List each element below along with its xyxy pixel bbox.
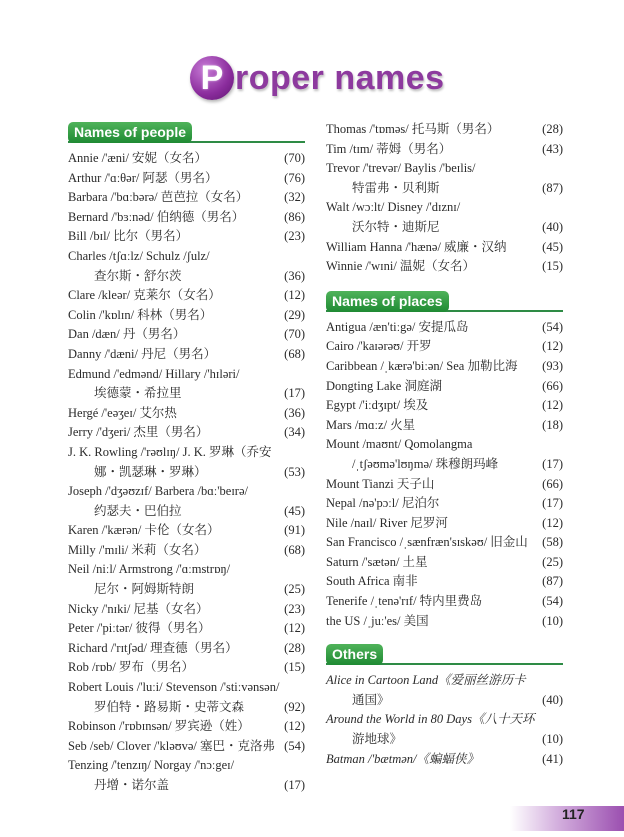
entry-text: Robert Louis /'luːi/ Stevenson /'stiːvənsən/ xyxy=(68,680,280,695)
entry-page-ref: (93) xyxy=(542,358,563,373)
entry-text: /ˌtʃəʊmə'lʊŋmə/ 珠穆朗玛峰 xyxy=(352,456,499,471)
entry-line xyxy=(326,337,563,357)
entry-page-ref: (10) xyxy=(542,732,563,747)
entry-line xyxy=(68,619,305,639)
title-initial-badge: P xyxy=(190,56,234,100)
people-list xyxy=(68,149,305,796)
index-entry xyxy=(68,756,305,795)
entry-line xyxy=(68,717,305,737)
index-entry xyxy=(68,286,305,306)
entry-page-ref: (43) xyxy=(542,141,563,156)
entry-page-ref: (23) xyxy=(284,601,305,616)
entry-line xyxy=(326,592,563,612)
index-entry xyxy=(68,306,305,326)
entry-page-ref: (66) xyxy=(542,378,563,393)
index-entry xyxy=(68,737,305,757)
page-title xyxy=(190,54,445,102)
entry-text: Jerry /'dʒeri/ 杰里（男名） xyxy=(68,425,209,440)
entry-line xyxy=(326,750,563,770)
entry-text: Neil /niːl/ Armstrong /'ɑːmstrɒŋ/ xyxy=(68,562,231,577)
index-entry xyxy=(68,600,305,620)
index-entry xyxy=(68,639,305,659)
entry-text: Trevor /'trevər/ Baylis /'beɪlis/ xyxy=(326,161,476,176)
entry-text: Dongting Lake 洞庭湖 xyxy=(326,378,442,393)
index-entry xyxy=(68,717,305,737)
entry-line xyxy=(68,169,305,189)
entry-text: Edmund /'edmənd/ Hillary /'hɪləri/ xyxy=(68,366,240,381)
entry-text: Bill /bɪl/ 比尔（男名） xyxy=(68,229,189,244)
entry-line xyxy=(326,671,563,691)
entry-page-ref: (15) xyxy=(542,259,563,274)
entry-text: San Francisco /ˌsænfræn'sɪskəʊ/ 旧金山 xyxy=(326,535,528,550)
entry-line xyxy=(68,639,305,659)
entry-page-ref: (58) xyxy=(542,535,563,550)
entry-page-ref: (29) xyxy=(284,307,305,322)
entry-text: Peter /'piːtər/ 彼得（男名） xyxy=(68,621,211,636)
entry-line xyxy=(326,238,563,258)
index-entry xyxy=(68,227,305,247)
index-entry xyxy=(326,120,563,140)
entry-text: Antigua /æn'tiːgə/ 安提瓜岛 xyxy=(326,319,469,334)
entry-line xyxy=(326,494,563,514)
entry-page-ref: (91) xyxy=(284,523,305,538)
entry-text: 娜・凯瑟琳・罗琳） xyxy=(94,464,207,479)
entry-line xyxy=(326,691,563,711)
index-entry xyxy=(68,541,305,561)
index-entry xyxy=(326,435,563,474)
index-entry xyxy=(68,443,305,482)
index-entry xyxy=(326,572,563,592)
entry-page-ref: (86) xyxy=(284,209,305,224)
people-list-continued xyxy=(326,120,563,277)
entry-text: Tenzing /'tenzɪŋ/ Norgay /'nɔːgeɪ/ xyxy=(68,758,235,773)
index-entry xyxy=(326,710,563,749)
entry-page-ref: (17) xyxy=(284,778,305,792)
entry-text: Nile /naɪl/ River 尼罗河 xyxy=(326,515,448,530)
entry-page-ref: (87) xyxy=(542,574,563,589)
entry-text: Danny /'dæni/ 丹尼（男名） xyxy=(68,346,217,361)
entry-line xyxy=(68,384,305,404)
index-entry xyxy=(326,257,563,277)
index-entry xyxy=(68,521,305,541)
entry-text: Batman /'bætmən/《蝙蝠侠》 xyxy=(326,751,480,766)
entry-page-ref: (54) xyxy=(542,319,563,334)
entry-page-ref: (53) xyxy=(284,464,305,479)
entry-line xyxy=(68,737,305,757)
index-entry xyxy=(326,238,563,258)
entry-line xyxy=(326,553,563,573)
entry-line xyxy=(326,396,563,416)
entry-page-ref: (36) xyxy=(284,268,305,283)
entry-page-ref: (87) xyxy=(542,180,563,195)
index-entry xyxy=(68,208,305,228)
entry-line xyxy=(326,357,563,377)
entry-text: Colin /'kɒlɪn/ 科林（男名） xyxy=(68,307,213,322)
entry-page-ref: (12) xyxy=(284,719,305,734)
entry-line xyxy=(68,560,305,580)
entry-text: Seb /seb/ Clover /'kləʊvə/ 塞巴・克洛弗 xyxy=(68,738,276,753)
heading-label: Names of people xyxy=(68,122,192,143)
index-entry xyxy=(326,416,563,436)
index-entry xyxy=(326,514,563,534)
index-entry xyxy=(326,750,563,770)
entry-page-ref: (92) xyxy=(284,699,305,714)
entry-text: Nicky /'nɪki/ 尼基（女名） xyxy=(68,601,209,616)
index-entry xyxy=(326,553,563,573)
places-list xyxy=(326,318,563,632)
entry-page-ref: (41) xyxy=(542,751,563,766)
entry-line xyxy=(68,345,305,365)
entry-page-ref: (12) xyxy=(284,288,305,303)
entry-page-ref: (28) xyxy=(284,640,305,655)
entry-text: Hergé /'eəʒeɪ/ 艾尔热 xyxy=(68,405,177,420)
index-entry xyxy=(68,678,305,717)
index-entry xyxy=(68,325,305,345)
entry-line xyxy=(68,365,305,385)
entry-text: Bernard /'bɜːnəd/ 伯纳德（男名） xyxy=(68,209,245,224)
entry-page-ref: (15) xyxy=(284,660,305,675)
entry-page-ref: (70) xyxy=(284,151,305,165)
entry-text: 特雷弗・贝利斯 xyxy=(352,180,440,195)
entry-line xyxy=(68,325,305,345)
entry-text: Caribbean /ˌkærə'biːən/ Sea 加勒比海 xyxy=(326,358,518,373)
entry-line xyxy=(68,521,305,541)
entry-line xyxy=(68,149,305,169)
index-entry xyxy=(326,318,563,338)
entry-page-ref: (70) xyxy=(284,327,305,342)
entry-text: Charles /tʃɑːlz/ Schulz /ʃulz/ xyxy=(68,248,210,263)
entry-line xyxy=(68,286,305,306)
index-entry xyxy=(326,396,563,416)
entry-text: 查尔斯・舒尔茨 xyxy=(94,268,182,283)
entry-line xyxy=(68,306,305,326)
section-heading-others xyxy=(326,644,563,666)
index-entry xyxy=(68,365,305,404)
entry-text: Mount Tianzi 天子山 xyxy=(326,476,435,491)
entry-line xyxy=(68,541,305,561)
entry-page-ref: (12) xyxy=(542,515,563,530)
page-number: 117 xyxy=(562,806,585,822)
entry-line xyxy=(326,435,563,455)
entry-page-ref: (68) xyxy=(284,346,305,361)
entry-page-ref: (25) xyxy=(542,554,563,569)
index-entry xyxy=(68,423,305,443)
entry-text: 丹增・诺尔盖 xyxy=(94,778,170,792)
entry-page-ref: (68) xyxy=(284,542,305,557)
entry-text: Robinson /'rɒbɪnsən/ 罗宾逊（姓） xyxy=(68,719,250,734)
entry-text: Milly /'mɪli/ 米莉（女名） xyxy=(68,542,207,557)
entry-text: Richard /'rɪtʃəd/ 理查德（男名） xyxy=(68,640,238,655)
section-heading-people xyxy=(68,122,305,144)
entry-line xyxy=(326,475,563,495)
entry-page-ref: (18) xyxy=(542,417,563,432)
entry-page-ref: (10) xyxy=(542,613,563,628)
entry-text: Egypt /'iːdʒɪpt/ 埃及 xyxy=(326,398,429,413)
entry-line xyxy=(326,514,563,534)
others-list xyxy=(326,671,563,769)
entry-page-ref: (17) xyxy=(542,456,563,471)
entry-line xyxy=(326,455,563,475)
entry-text: 罗伯特・路易斯・史蒂文森 xyxy=(94,699,245,714)
entry-text: 游地球》 xyxy=(352,732,403,747)
entry-text: Clare /kleər/ 克莱尔（女名） xyxy=(68,288,221,303)
entry-text: Mars /mɑːz/ 火星 xyxy=(326,417,416,432)
index-entry xyxy=(326,475,563,495)
entry-line xyxy=(326,120,563,140)
entry-text: South Africa 南非 xyxy=(326,574,418,589)
entry-text: Nepal /nə'pɔːl/ 尼泊尔 xyxy=(326,496,440,511)
left-column xyxy=(68,122,305,796)
entry-page-ref: (17) xyxy=(542,496,563,511)
index-entry xyxy=(326,198,563,237)
title-text: roper names xyxy=(235,58,445,97)
entry-line xyxy=(68,756,305,776)
entry-text: Saturn /'sætən/ 土星 xyxy=(326,554,428,569)
entry-page-ref: (12) xyxy=(542,398,563,413)
entry-text: Around the World in 80 Days《八十天环 xyxy=(326,712,535,727)
index-entry xyxy=(326,357,563,377)
index-entry xyxy=(68,619,305,639)
entry-text: 沃尔特・迪斯尼 xyxy=(352,219,440,234)
entry-line xyxy=(68,227,305,247)
entry-text: 约瑟夫・巴伯拉 xyxy=(94,503,182,518)
entry-page-ref: (34) xyxy=(284,425,305,440)
index-entry xyxy=(326,337,563,357)
index-entry xyxy=(68,149,305,169)
entry-text: the US /ˌjuː'es/ 美国 xyxy=(326,613,429,628)
entry-line xyxy=(326,140,563,160)
index-entry xyxy=(326,159,563,198)
entry-line xyxy=(68,404,305,424)
entry-text: Karen /'kærən/ 卡伦（女名） xyxy=(68,523,220,538)
entry-line xyxy=(68,247,305,267)
index-entry xyxy=(68,658,305,678)
entry-text: Alice in Cartoon Land《爱丽丝游历卡 xyxy=(326,673,526,688)
entry-page-ref: (32) xyxy=(284,190,305,205)
entry-line xyxy=(326,730,563,750)
index-entry xyxy=(326,377,563,397)
entry-line xyxy=(68,463,305,483)
entry-text: J. K. Rowling /'rəʊlɪŋ/ J. K. 罗琳（乔安 xyxy=(68,444,272,459)
index-entry xyxy=(68,482,305,521)
index-entry xyxy=(68,247,305,286)
entry-line xyxy=(326,377,563,397)
entry-text: 埃德蒙・希拉里 xyxy=(94,386,182,401)
entry-page-ref: (36) xyxy=(284,405,305,420)
entry-line xyxy=(68,678,305,698)
entry-page-ref: (17) xyxy=(284,386,305,401)
entry-text: Tim /tɪm/ 蒂姆（男名） xyxy=(326,141,452,156)
entry-page-ref: (45) xyxy=(284,503,305,518)
entry-page-ref: (54) xyxy=(542,594,563,609)
entry-page-ref: (45) xyxy=(542,239,563,254)
entry-line xyxy=(68,658,305,678)
entry-text: Winnie /'wɪni/ 温妮（女名） xyxy=(326,259,475,274)
entry-line xyxy=(326,612,563,632)
entry-text: William Hanna /'hænə/ 威廉・汉纳 xyxy=(326,239,507,254)
index-entry xyxy=(326,671,563,710)
entry-text: Rob /rɒb/ 罗布（男名） xyxy=(68,660,194,675)
entry-line xyxy=(68,698,305,718)
entry-line xyxy=(326,416,563,436)
entry-line xyxy=(326,572,563,592)
entry-page-ref: (40) xyxy=(542,692,563,707)
entry-line xyxy=(326,198,563,218)
index-entry xyxy=(68,560,305,599)
right-column xyxy=(326,120,563,769)
index-entry xyxy=(68,345,305,365)
entry-line xyxy=(68,502,305,522)
section-heading-places xyxy=(326,291,563,313)
entry-text: Thomas /'tɒməs/ 托马斯（男名） xyxy=(326,122,500,136)
entry-line xyxy=(68,443,305,463)
entry-text: Barbara /'bɑːbərə/ 芭芭拉（女名） xyxy=(68,190,249,205)
entry-page-ref: (54) xyxy=(284,738,305,753)
entry-line xyxy=(326,318,563,338)
entry-text: Arthur /'ɑːθər/ 阿瑟（男名） xyxy=(68,170,218,185)
entry-line xyxy=(326,159,563,179)
entry-page-ref: (12) xyxy=(542,339,563,354)
entry-text: 尼尔・阿姆斯特朗 xyxy=(94,582,195,597)
entry-line xyxy=(326,179,563,199)
entry-page-ref: (12) xyxy=(284,621,305,636)
entry-line xyxy=(68,267,305,287)
index-entry xyxy=(68,169,305,189)
entry-page-ref: (25) xyxy=(284,582,305,597)
entry-page-ref: (76) xyxy=(284,170,305,185)
entry-line xyxy=(326,533,563,553)
heading-label: Others xyxy=(326,644,383,665)
index-entry xyxy=(326,494,563,514)
entry-text: Annie /'æni/ 安妮（女名） xyxy=(68,151,208,165)
heading-label: Names of places xyxy=(326,291,449,312)
entry-line xyxy=(68,482,305,502)
index-entry xyxy=(68,188,305,208)
entry-line xyxy=(326,710,563,730)
index-entry xyxy=(326,592,563,612)
entry-line xyxy=(68,423,305,443)
entry-text: Cairo /'kaɪərəʊ/ 开罗 xyxy=(326,339,432,354)
entry-text: Dan /dæn/ 丹（男名） xyxy=(68,327,186,342)
index-entry xyxy=(326,533,563,553)
entry-text: Walt /wɔːlt/ Disney /'dɪznɪ/ xyxy=(326,200,461,215)
entry-page-ref: (23) xyxy=(284,229,305,244)
entry-line xyxy=(68,188,305,208)
entry-text: Joseph /'dʒəʊzɪf/ Barbera /bɑː'beɪrə/ xyxy=(68,484,248,499)
entry-text: Mount /maʊnt/ Qomolangma xyxy=(326,437,473,452)
entry-line xyxy=(68,580,305,600)
entry-page-ref: (28) xyxy=(542,122,563,136)
entry-line xyxy=(68,208,305,228)
entry-page-ref: (40) xyxy=(542,219,563,234)
entry-text: Tenerife /ˌtenə'rɪf/ 特内里费岛 xyxy=(326,594,483,609)
index-entry xyxy=(68,404,305,424)
entry-line xyxy=(68,600,305,620)
index-entry xyxy=(326,140,563,160)
entry-line xyxy=(326,218,563,238)
entry-text: 通国》 xyxy=(352,692,390,707)
index-entry xyxy=(326,612,563,632)
entry-line xyxy=(326,257,563,277)
entry-page-ref: (66) xyxy=(542,476,563,491)
entry-line xyxy=(68,776,305,796)
